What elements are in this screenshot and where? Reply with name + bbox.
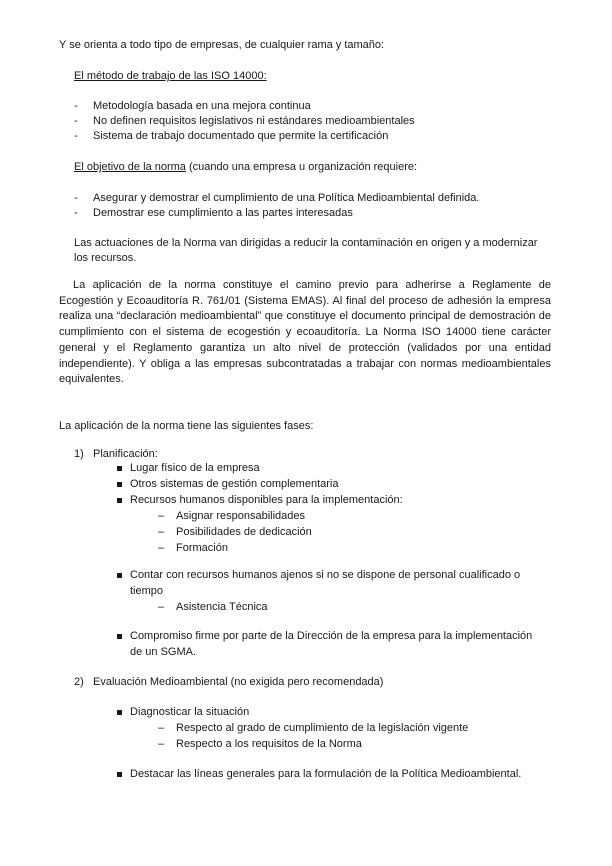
endash-marker: – [158,722,165,734]
phase-number: 1) [74,448,84,460]
square-bullet [117,573,122,578]
phase2-subitem: Respecto al grado de cumplimiento de la legislación vigente [176,722,469,734]
phase1-commitment-line-2: de un SGMA. [130,646,197,658]
phase-number: 2) [74,676,84,688]
dash-marker: - [74,130,78,142]
method-item: Metodología basada en una mejora continua [93,100,311,112]
objective-heading-rest: (cuando una empresa u organización requiere: [185,161,418,173]
phase1-bullet: Recursos humanos disponibles para la implementación: [130,494,403,506]
application-paragraph: La aplicación de la norma constituye el camino previo para adherirse a Reglamente de Ecogestión y Ecoauditoría R. 761/01 (Sistema EMAS). Al final del proceso de adhesión la empresa realiza una “declaración medioambiental” que constituye el documento principal de demostración de cumplimiento con el sistema de ecogestión y ecoauditoría. La Norma ISO 14000 tiene carácter general y el Reglamento garantiza un alto nivel de protección (validados por una entidad independiente). Y obliga a las empresas subcontratadas a trabajar con normas medioambientales equivalentes. [59,279,551,386]
endash-marker: – [158,510,165,522]
endash-marker: – [158,738,165,750]
square-bullet [117,634,122,639]
phase2-subitem: Respecto a los requisitos de la Norma [176,738,362,750]
phase1-subitem: Asignar responsabilidades [176,510,306,522]
square-bullet [117,482,122,487]
phase-title: Evaluación Medioambiental (no exigida pero recomendada) [93,676,384,688]
phase1-subitem: Formación [176,542,228,554]
square-bullet [117,498,122,503]
objective-item: Asegurar y demostrar el cumplimiento de una Política Medioambiental definida. [93,192,480,204]
phase-title: Planificación: [93,448,158,460]
endash-marker: – [158,526,165,538]
objective-heading-underlined: El objetivo de la norma [74,161,186,173]
method-item: No definen requisitos legislativos ni estándares medioambientales [93,115,415,127]
objective-item: Demostrar ese cumplimiento a las partes interesadas [93,207,353,219]
square-bullet [117,772,122,777]
endash-marker: – [158,542,165,554]
endash-marker: – [158,601,165,613]
objective-heading [74,160,417,174]
intro-text: Y se orienta a todo tipo de empresas, de cualquier rama y tamaño: [59,39,385,51]
phase1-external-line-1: Contar con recursos humanos ajenos si no se dispone de personal cualificado o [130,569,521,581]
phase1-bullet: Lugar físico de la empresa [130,462,260,474]
phases-intro: La aplicación de la norma tiene las siguientes fases: [59,420,314,432]
phase1-external-line-2: tiempo [130,585,164,597]
actions-line-2: los recursos. [74,252,137,264]
phase1-bullet: Otros sistemas de gestión complementaria [130,478,339,490]
phase2-bullet: Diagnosticar la situación [130,706,250,718]
square-bullet [117,710,122,715]
phase2-last-bullet: Destacar las líneas generales para la formulación de la Política Medioambiental. [130,768,522,780]
phase1-subitem: Posibilidades de dedicación [176,526,312,538]
dash-marker: - [74,192,78,204]
phase1-external-sub: Asistencia Técnica [176,601,268,613]
square-bullet [117,466,122,471]
method-heading: El método de trabajo de las ISO 14000: [74,70,267,82]
method-item: Sistema de trabajo documentado que permite la certificación [93,130,389,142]
dash-marker: - [74,115,78,127]
actions-line-1: Las actuaciones de la Norma van dirigidas a reducir la contaminación en origen y a modernizar [74,237,538,249]
phase1-commitment-line-1: Compromiso firme por parte de la Dirección de la empresa para la implementación [130,630,533,642]
dash-marker: - [74,100,78,112]
dash-marker: - [74,207,78,219]
